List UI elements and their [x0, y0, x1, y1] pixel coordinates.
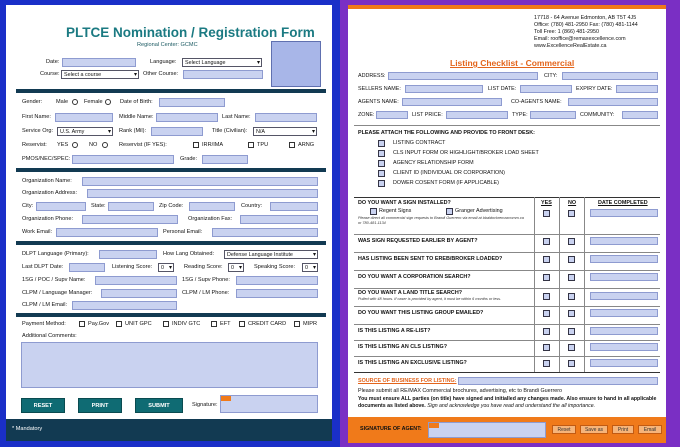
personal-email-label: Personal Email:	[163, 229, 203, 235]
clpm-email-label: CLPM / LM Email:	[22, 302, 68, 308]
regent-signs-checkbox[interactable]	[370, 208, 377, 215]
clpm-lang-mgr-field[interactable]	[101, 289, 177, 298]
sign-question: DO YOU WANT A SIGN INSTALLED?	[358, 200, 451, 206]
no-checkbox[interactable]	[568, 328, 575, 335]
regent-signs-label: Regent Signs	[379, 208, 412, 214]
section-divider	[16, 168, 326, 172]
attach-checkbox[interactable]	[378, 150, 385, 157]
male-label: Male	[56, 99, 69, 105]
mandatory-note: * Mandatory	[12, 426, 43, 432]
org-address-label: Organization Address:	[22, 190, 78, 196]
comments-textarea[interactable]	[21, 342, 318, 388]
arng-checkbox[interactable]	[289, 142, 295, 148]
date-completed-field[interactable]	[590, 273, 658, 281]
org-name-field[interactable]	[82, 177, 318, 186]
date-completed-field[interactable]	[590, 309, 658, 317]
land-title-note: Pulled with 48 hours. If caser is provided by agent, it must be within 6 months or less.	[358, 297, 502, 301]
date-completed-field[interactable]	[590, 237, 658, 245]
yes-checkbox[interactable]	[543, 360, 550, 367]
question-label: IS THIS LISTING AN EXCLUSIVE LISTING?	[358, 360, 467, 366]
sellers-field[interactable]	[405, 85, 483, 93]
personal-email-field[interactable]	[212, 228, 318, 237]
question-label: HAS LISTING BEEN SENT TO EREB/BROKER LOADED?	[358, 256, 503, 262]
source-field[interactable]	[458, 377, 658, 385]
reservist-label: Reservist:	[22, 142, 47, 148]
divider	[354, 125, 660, 126]
no-checkbox[interactable]	[568, 256, 575, 263]
org-name-label: Organization Name:	[22, 178, 72, 184]
list-price-label: LIST PRICE:	[412, 112, 443, 118]
section-divider	[16, 89, 326, 93]
first-name-label: First Name:	[22, 114, 51, 120]
mipr-checkbox[interactable]	[294, 321, 300, 327]
date-completed-field[interactable]	[590, 327, 658, 335]
signature-field[interactable]	[220, 395, 318, 413]
row-divider	[354, 288, 660, 289]
irr-checkbox[interactable]	[193, 142, 199, 148]
community-label: COMMUNITY:	[580, 112, 615, 118]
attach-checkbox[interactable]	[378, 160, 385, 167]
no-header: NO	[568, 200, 577, 206]
other-course-field[interactable]	[183, 70, 263, 79]
attach-heading: PLEASE ATTACH THE FOLLOWING AND PROVIDE TO FRONT DESK:	[358, 130, 535, 136]
date-completed-field[interactable]	[590, 359, 658, 367]
attach-checkbox[interactable]	[378, 180, 385, 187]
other-course-label: Other Course:	[143, 71, 179, 77]
photo-box[interactable]	[271, 41, 321, 87]
pmos-field[interactable]	[72, 155, 174, 164]
no-checkbox[interactable]	[568, 310, 575, 317]
female-label: Female	[84, 99, 103, 105]
question-label: DO YOU WANT A CORPORATION SEARCH?	[358, 274, 471, 280]
listening-label: Listening Score:	[112, 264, 153, 270]
service-org-select[interactable]: U.S. Army ▾	[57, 127, 113, 136]
zip-field[interactable]	[189, 202, 235, 211]
speaking-label: Speaking Score:	[254, 264, 296, 270]
row-divider	[354, 234, 660, 235]
agent-signature-label: SIGNATURE OF AGENT:	[360, 426, 422, 432]
yes-checkbox[interactable]	[543, 238, 550, 245]
how-lang-label: How Lang Obtained:	[163, 251, 214, 257]
service-org-label: Service Org:	[22, 128, 54, 134]
org-fax-label: Organization Fax:	[188, 216, 233, 222]
how-lang-select[interactable]: Defense Language Institute ▾	[224, 250, 318, 259]
listing-checklist-form	[348, 5, 666, 443]
attach-checkbox[interactable]	[378, 170, 385, 177]
address-line: 17718 - 64 Avenue Edmonton, AB T5T 4J5	[534, 15, 637, 21]
date-completed-header: DATE COMPLETED	[598, 200, 648, 206]
attach-checkbox[interactable]	[378, 140, 385, 147]
address-label: ADDRESS:	[358, 73, 386, 79]
title-civ-label: Title (Civilian):	[212, 128, 248, 134]
dob-label: Date of Birth:	[120, 99, 153, 105]
last-name-field[interactable]	[255, 113, 317, 122]
language-label: Language:	[150, 59, 177, 65]
submit-button[interactable]: SUBMIT	[135, 398, 183, 413]
yes-checkbox[interactable]	[543, 293, 550, 300]
irr-label: IRR/IMA	[202, 142, 224, 148]
signature-flag-icon	[429, 423, 439, 428]
dob-field[interactable]	[159, 98, 225, 107]
eft-label: EFT	[220, 321, 231, 327]
state-field[interactable]	[108, 202, 154, 211]
yes-checkbox[interactable]	[543, 344, 550, 351]
expiry-field[interactable]	[616, 85, 658, 93]
row-divider	[354, 270, 660, 271]
sg-supv-phone-field[interactable]	[236, 276, 318, 285]
reservist-no-radio[interactable]	[102, 142, 108, 148]
question-label: DO YOU WANT A LAND TITLE SEARCH?	[358, 290, 463, 296]
date-completed-field[interactable]	[590, 292, 658, 300]
credit-card-label: CREDIT CARD	[248, 321, 287, 327]
list-date-field[interactable]	[520, 85, 572, 93]
ensure-note-italic: Sign and acknowledge you have read and understand the all importance.	[427, 402, 596, 409]
reservist-yes-label: YES	[57, 142, 69, 148]
row-divider	[354, 324, 660, 325]
agents-label: AGENTS NAME:	[358, 99, 399, 105]
address-field[interactable]	[388, 72, 538, 80]
ensure-note	[358, 396, 660, 409]
course-select[interactable]: Select a course ▾	[61, 70, 139, 79]
payment-label: Payment Method:	[22, 321, 66, 327]
org-phone-field[interactable]	[82, 215, 178, 224]
table-col-divider	[584, 197, 585, 372]
agent-signature-field[interactable]	[428, 422, 546, 438]
pmos-label: PMOS/NEC/SPEC:	[22, 156, 71, 162]
yes-checkbox[interactable]	[543, 328, 550, 335]
reservist-ifyes-label: Reservist (IF YES):	[119, 142, 167, 148]
rank-label: Rank (Mil):	[119, 128, 147, 134]
unit-gpc-checkbox[interactable]	[116, 321, 122, 327]
female-radio[interactable]	[105, 99, 111, 105]
zip-label: Zip Code:	[159, 203, 184, 209]
sellers-label: SELLERS NAME:	[358, 86, 401, 92]
last-name-label: Last Name:	[222, 114, 251, 120]
clpm-phone-label: CLPM / LM Phone:	[182, 290, 230, 296]
unit-gpc-label: UNIT GPC	[125, 321, 152, 327]
form-footer	[6, 419, 332, 441]
no-checkbox[interactable]	[568, 360, 575, 367]
eft-checkbox[interactable]	[211, 321, 217, 327]
male-radio[interactable]	[72, 99, 78, 105]
reading-select[interactable]: 0 ▾	[228, 263, 244, 272]
pay-gov-label: Pay.Gov	[88, 321, 110, 327]
first-name-field[interactable]	[55, 113, 113, 122]
checklist-title: Listing Checklist - Commercial	[450, 58, 575, 68]
reset-button[interactable]: Reset	[552, 425, 576, 434]
gender-label: Gender:	[22, 99, 43, 105]
address-line: Office: (780) 481-2950 Fax: (780) 481-1144	[534, 22, 638, 28]
date-label: Date:	[46, 59, 60, 65]
section-divider	[16, 313, 326, 317]
no-checkbox[interactable]	[568, 274, 575, 281]
type-label: TYPE:	[512, 112, 528, 118]
city-label: CITY:	[544, 73, 558, 79]
middle-name-label: Middle Name:	[119, 114, 154, 120]
reservist-no-label: NO	[89, 142, 98, 148]
dlpt-lang-field[interactable]	[99, 250, 157, 259]
city-field[interactable]	[562, 72, 658, 80]
attach-item: LISTING CONTRACT	[393, 140, 446, 146]
clpm-lang-mgr-label: CLPM / Language Manager:	[22, 290, 93, 296]
granger-label: Granger Advertising	[455, 208, 503, 214]
work-email-label: Work Email:	[22, 229, 53, 235]
reservist-yes-radio[interactable]	[72, 142, 78, 148]
reading-label: Reading Score:	[184, 264, 223, 270]
table-col-divider	[559, 197, 560, 372]
grade-label: Grade:	[180, 156, 198, 162]
sg-poc-label: 1SG / POC / Supv Name:	[22, 277, 86, 283]
rank-field[interactable]	[151, 127, 203, 136]
no-checkbox[interactable]	[568, 344, 575, 351]
email-button[interactable]: Email	[638, 425, 662, 434]
table-bottom-border	[354, 372, 660, 373]
speaking-select[interactable]: 0 ▾	[302, 263, 318, 272]
org-fax-field[interactable]	[240, 215, 318, 224]
list-price-field[interactable]	[446, 111, 508, 119]
work-email-field[interactable]	[56, 228, 158, 237]
pltce-form	[6, 5, 332, 441]
co-agents-label: CO-AGENTS NAME:	[511, 99, 562, 105]
table-col-divider	[534, 197, 535, 372]
agents-field[interactable]	[402, 98, 502, 106]
date-completed-field[interactable]	[590, 209, 658, 217]
community-field[interactable]	[622, 111, 658, 119]
row-divider	[354, 306, 660, 307]
last-dlpt-label: Last DLPT Date:	[22, 264, 64, 270]
attach-item: CLS INPUT FORM OR HIGHLIGHT/BROKER LOAD SHEET	[393, 150, 539, 156]
no-checkbox[interactable]	[568, 210, 575, 217]
yes-checkbox[interactable]	[543, 210, 550, 217]
type-field[interactable]	[530, 111, 576, 119]
granger-checkbox[interactable]	[446, 208, 453, 215]
save-as-button[interactable]: Save as	[580, 425, 608, 434]
attach-item: DOWER COSENT FORM (IF APPLICABLE)	[393, 180, 499, 186]
arng-label: ARNG	[298, 142, 315, 148]
submit-note: Please submit all RE/MAX Commercial brochures, advertising, etc to Brandi Guerrero	[358, 388, 563, 394]
last-dlpt-field[interactable]	[69, 263, 105, 272]
credit-card-checkbox[interactable]	[239, 321, 245, 327]
indiv-gtc-label: INDIV GTC	[172, 321, 201, 327]
dlpt-lang-label: DLPT Language (Primary):	[22, 251, 89, 257]
tpu-label: TPU	[257, 142, 269, 148]
course-label: Course:	[40, 71, 60, 77]
question-label: WAS SIGN REQUESTED EARLIER BY AGENT?	[358, 238, 478, 244]
yes-checkbox[interactable]	[543, 256, 550, 263]
question-label: DO YOU WANT THIS LISTING GROUP EMAILED?	[358, 310, 484, 316]
row-divider	[354, 252, 660, 253]
attach-item: CLIENT ID (INDIVIDUAL OR CORPORATION)	[393, 170, 505, 176]
date-completed-field[interactable]	[590, 255, 658, 263]
city-field[interactable]	[36, 202, 86, 211]
expiry-label: EXPIRY DATE:	[576, 86, 613, 92]
signature-flag-icon	[221, 396, 231, 401]
indiv-gtc-checkbox[interactable]	[163, 321, 169, 327]
org-address-field[interactable]	[87, 189, 318, 198]
ensure-note-bold: You must ensure ALL parties (on title) have signed and initialled any changes made. Also ensure to hand in all applicable documents as listed above.	[358, 396, 657, 409]
table-top-border	[354, 197, 660, 198]
language-select[interactable]: Select Language ▾	[182, 58, 262, 67]
form-title: PLTCE Nomination / Registration Form	[66, 25, 315, 40]
address-line: www.ExcellenceRealEstate.ca	[534, 43, 607, 49]
section-divider	[16, 241, 326, 245]
reset-button[interactable]: RESET	[21, 398, 65, 413]
country-field[interactable]	[270, 202, 318, 211]
clpm-email-field[interactable]	[72, 301, 177, 310]
signature-label: Signature:	[192, 402, 218, 408]
yes-checkbox[interactable]	[543, 274, 550, 281]
yes-checkbox[interactable]	[543, 310, 550, 317]
form-subtitle: Regional Center: GCMC	[137, 42, 198, 48]
country-label: Country:	[241, 203, 263, 209]
sg-supv-phone-label: 1SG / Supv Phone:	[182, 277, 230, 283]
date-field[interactable]	[62, 58, 136, 67]
org-phone-label: Organization Phone:	[22, 216, 73, 222]
no-checkbox[interactable]	[568, 238, 575, 245]
attach-item: AGENCY RELATIONSHIP FORM	[393, 160, 474, 166]
print-button[interactable]: PRINT	[78, 398, 122, 413]
mipr-label: MIPR	[303, 321, 317, 327]
pay-gov-checkbox[interactable]	[79, 321, 85, 327]
grade-field[interactable]	[202, 155, 248, 164]
clpm-phone-field[interactable]	[236, 289, 318, 298]
state-label: State:	[91, 203, 106, 209]
zone-label: ZONE:	[358, 112, 375, 118]
no-checkbox[interactable]	[568, 293, 575, 300]
title-civ-select[interactable]: N/A ▾	[253, 127, 317, 136]
row-divider	[354, 356, 660, 357]
middle-name-field[interactable]	[156, 113, 218, 122]
city-label: City:	[22, 203, 34, 209]
sign-note: Please direct all commercial sign requests to Brandi Guerrero via email at bbaldockremaxcomm.ca or 780-481-1134	[358, 216, 524, 225]
question-label: IS THIS LISTING AN CLS LISTING?	[358, 344, 448, 350]
list-date-label: LIST DATE:	[488, 86, 517, 92]
tpu-checkbox[interactable]	[248, 142, 254, 148]
zone-field[interactable]	[376, 111, 408, 119]
source-heading: SOURCE OF BUSINESS FOR LISTING:	[358, 378, 457, 384]
yes-header: YES	[541, 200, 552, 206]
question-label: IS THIS LISTING A RE-LIST?	[358, 328, 431, 334]
sg-poc-field[interactable]	[95, 276, 177, 285]
listening-select[interactable]: 0 ▾	[158, 263, 174, 272]
address-line: Toll Free: 1 (866) 481-2950	[534, 29, 600, 35]
date-completed-field[interactable]	[590, 343, 658, 351]
row-divider	[354, 340, 660, 341]
print-button[interactable]: Print	[612, 425, 634, 434]
co-agents-field[interactable]	[568, 98, 658, 106]
comments-label: Additional Comments:	[22, 333, 77, 339]
address-line: Email: rooffice@remaxexcellence.com	[534, 36, 626, 42]
